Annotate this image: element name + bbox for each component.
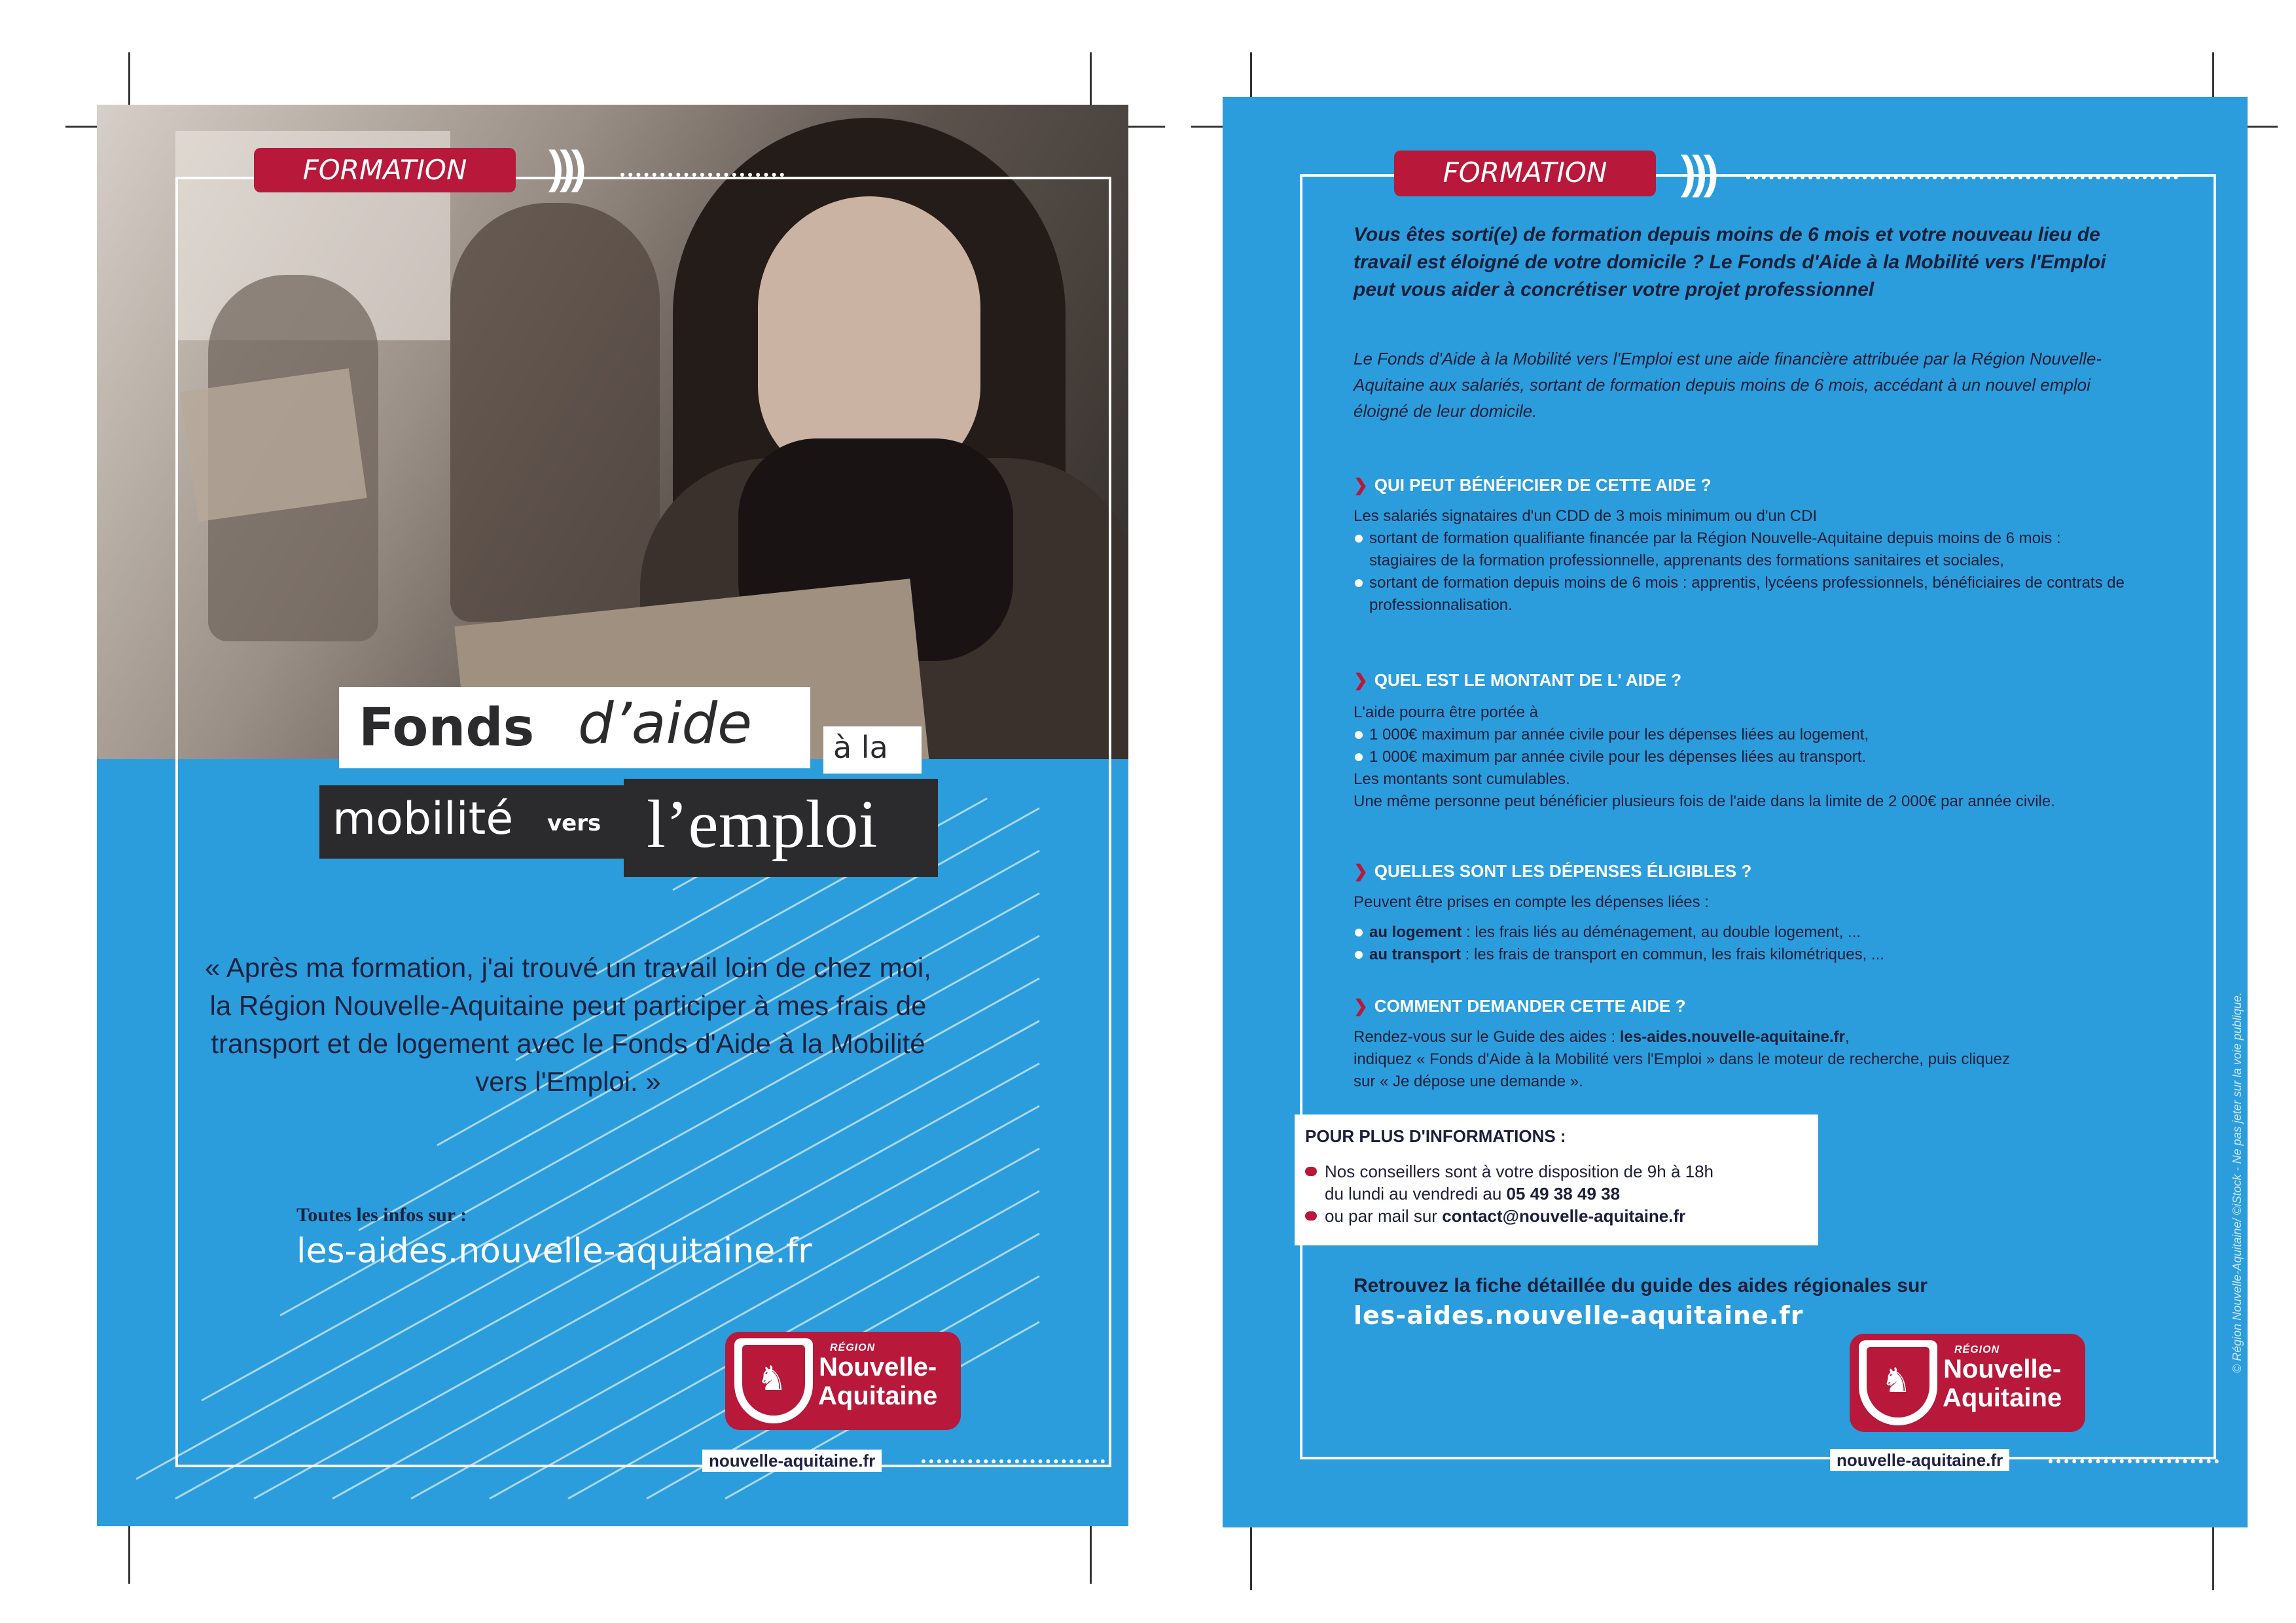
bullet-icon [1305, 1211, 1317, 1221]
section-body: Peuvent être prises en compte les dépenses liées : au logement : les frais liés au déménagement, au double logement, ... au transport : les frais de transport en commun, les frais kilométriques, ... [1354, 891, 2126, 966]
formation-tag: FORMATION [1394, 151, 1656, 196]
logo-name: Nouvelle- Aquitaine [818, 1353, 938, 1410]
photo-woman-with-box [97, 105, 1128, 759]
guide-link[interactable]: les-aides.nouvelle-aquitaine.fr [1619, 1028, 1845, 1046]
region-logo [1850, 1334, 2085, 1432]
info-line: Nos conseillers sont à votre disposition de 9h à 18h [1325, 1162, 1714, 1181]
chevron-right-icon: ❯ [1354, 861, 1368, 881]
logo-name: Nouvelle- Aquitaine [1943, 1355, 2062, 1412]
dotted-line [620, 173, 784, 177]
retro-url-link[interactable]: les-aides.nouvelle-aquitaine.fr [1354, 1301, 1804, 1330]
info-line: du lundi au vendredi au 05 49 38 49 38 [1325, 1184, 1621, 1204]
testimonial-quote: « Après ma formation, j'ai trouvé un travail loin de chez moi, la Région Nouvelle-Aquitaine peut participer à mes frais de transport et de logement avec le Fonds d'Aide à la Mobilité vers l'Emploi. » [205, 952, 931, 1097]
list-item: 1 000€ maximum par année civile pour les dépenses liées au transport. [1354, 746, 2126, 768]
list-item: 1 000€ maximum par année civile pour les dépenses liées au logement, [1354, 724, 2126, 746]
flyer-back-page [1223, 97, 2248, 1527]
title-word-mobilite: mobilité [332, 793, 514, 845]
title-word-fonds: Fonds [359, 697, 535, 758]
chevron-right-icon: ❯ [1354, 475, 1368, 495]
info-title: POUR PLUS D'INFORMATIONS : [1305, 1126, 1566, 1146]
list-item: sortant de formation depuis moins de 6 mois : apprentis, lycéens professionnels, bénéficiaires de contrats de professionnalisation. [1354, 572, 2126, 616]
site-link[interactable]: nouvelle-aquitaine.fr [1830, 1449, 2009, 1471]
sound-waves-icon: ))) [1681, 147, 1715, 198]
lion-icon: ♞ [757, 1360, 787, 1398]
sound-waves-icon: ))) [548, 141, 583, 192]
title-word-ala: à la [833, 730, 888, 765]
crop-mark [2212, 1518, 2214, 1590]
logo-region-label: RÉGION [1954, 1344, 2000, 1355]
title-word-emploi: l’emploi [647, 787, 878, 862]
lion-icon: ♞ [1881, 1362, 1912, 1400]
region-logo [725, 1332, 961, 1430]
retro-text: Retrouvez la fiche détaillée du guide des aides régionales sur [1354, 1275, 1928, 1296]
list-item: au transport : les frais de transport en commun, les frais kilométriques, ... [1354, 944, 2126, 966]
intro-bold-text: Vous êtes sorti(e) de formation depuis moins de 6 mois et votre nouveau lieu de travail est éloigné de votre domicile ? Le Fonds d'Aide à la Mobilité vers l'Emploi peut vous aider à concrétiser votre projet professionnel [1354, 224, 2106, 300]
section-body: L'aide pourra être portée à 1 000€ maximum par année civile pour les dépenses liées au logement, 1 000€ maximum par année civile pour les dépenses liées au transport. Les montants sont cumulables. Une même personne peut bénéficier plusieurs fois de l'aide dans la limite de 2 000€ par année civile. [1354, 702, 2126, 813]
title-word-vers: vers [547, 810, 601, 836]
dotted-line [2049, 1459, 2219, 1463]
chevron-right-icon: ❯ [1354, 670, 1368, 690]
crop-mark [1250, 1518, 1252, 1590]
info-box [1295, 1115, 1818, 1245]
bullet-icon [1305, 1167, 1317, 1176]
section-title: ❯ QUEL EST LE MONTANT DE L' AIDE ? [1354, 670, 1682, 690]
infos-url-link[interactable]: les-aides.nouvelle-aquitaine.fr [296, 1232, 812, 1271]
dotted-line [1746, 175, 2178, 179]
phone-number[interactable]: 05 49 38 49 38 [1506, 1184, 1621, 1204]
section-body: Rendez-vous sur le Guide des aides : les-aides.nouvelle-aquitaine.fr, indiquez « Fonds d'Aide à la Mobilité vers l'Emploi » dans le moteur de recherche, puis cliquez sur « Je dépose une demande ». [1354, 1028, 2011, 1090]
section-title: ❯ QUELLES SONT LES DÉPENSES ÉLIGIBLES ? [1354, 861, 1752, 881]
section-body: Les salariés signataires d'un CDD de 3 mois minimum ou d'un CDI sortant de formation qualifiante financée par la Région Nouvelle-Aquitaine depuis moins de 6 mois : stagiaires de la formation professionnelle, apprenants des formations sanitaires et sociales, sortant de formation depuis moins de 6 mois : apprentis, lycéens professionnels, bénéficiaires de contrats de professionnalisation. [1354, 505, 2126, 616]
intro-text: Le Fonds d'Aide à la Mobilité vers l'Emploi est une aide financière attribuée par la Région Nouvelle-Aquitaine aux salariés, sortant de formation depuis moins de 6 mois, accédant à un nouvel emploi éloigné de leur domicile. [1354, 349, 2102, 421]
info-line: ou par mail sur contact@nouvelle-aquitaine.fr [1325, 1206, 1686, 1226]
list-item: au logement : les frais liés au déménagement, au double logement, ... [1354, 921, 2126, 944]
email-link[interactable]: contact@nouvelle-aquitaine.fr [1442, 1206, 1686, 1226]
flyer-front-page [97, 105, 1128, 1526]
dotted-line [922, 1459, 1105, 1463]
formation-tag: FORMATION [254, 148, 516, 192]
site-link[interactable]: nouvelle-aquitaine.fr [702, 1450, 882, 1472]
infos-label: Toutes les infos sur : [296, 1204, 467, 1226]
blue-band [97, 759, 1128, 1526]
logo-region-label: RÉGION [830, 1342, 876, 1353]
section-title: ❯ QUI PEUT BÉNÉFICIER DE CETTE AIDE ? [1354, 475, 1712, 495]
chevron-right-icon: ❯ [1354, 996, 1368, 1016]
credit-text: © Région Nouvelle-Aquitaine/ ©iStock - Ne pas jeter sur la voie publique. [2231, 992, 2244, 1373]
title-word-daide: d’aide [578, 691, 753, 757]
diagonal-stripes [97, 759, 1128, 1526]
section-title: ❯ COMMENT DEMANDER CETTE AIDE ? [1354, 996, 1686, 1016]
list-item: sortant de formation qualifiante financée par la Région Nouvelle-Aquitaine depuis moins de 6 mois : stagiaires de la formation professionnelle, apprenants des formations sanitaires et sociales, [1354, 527, 2126, 572]
